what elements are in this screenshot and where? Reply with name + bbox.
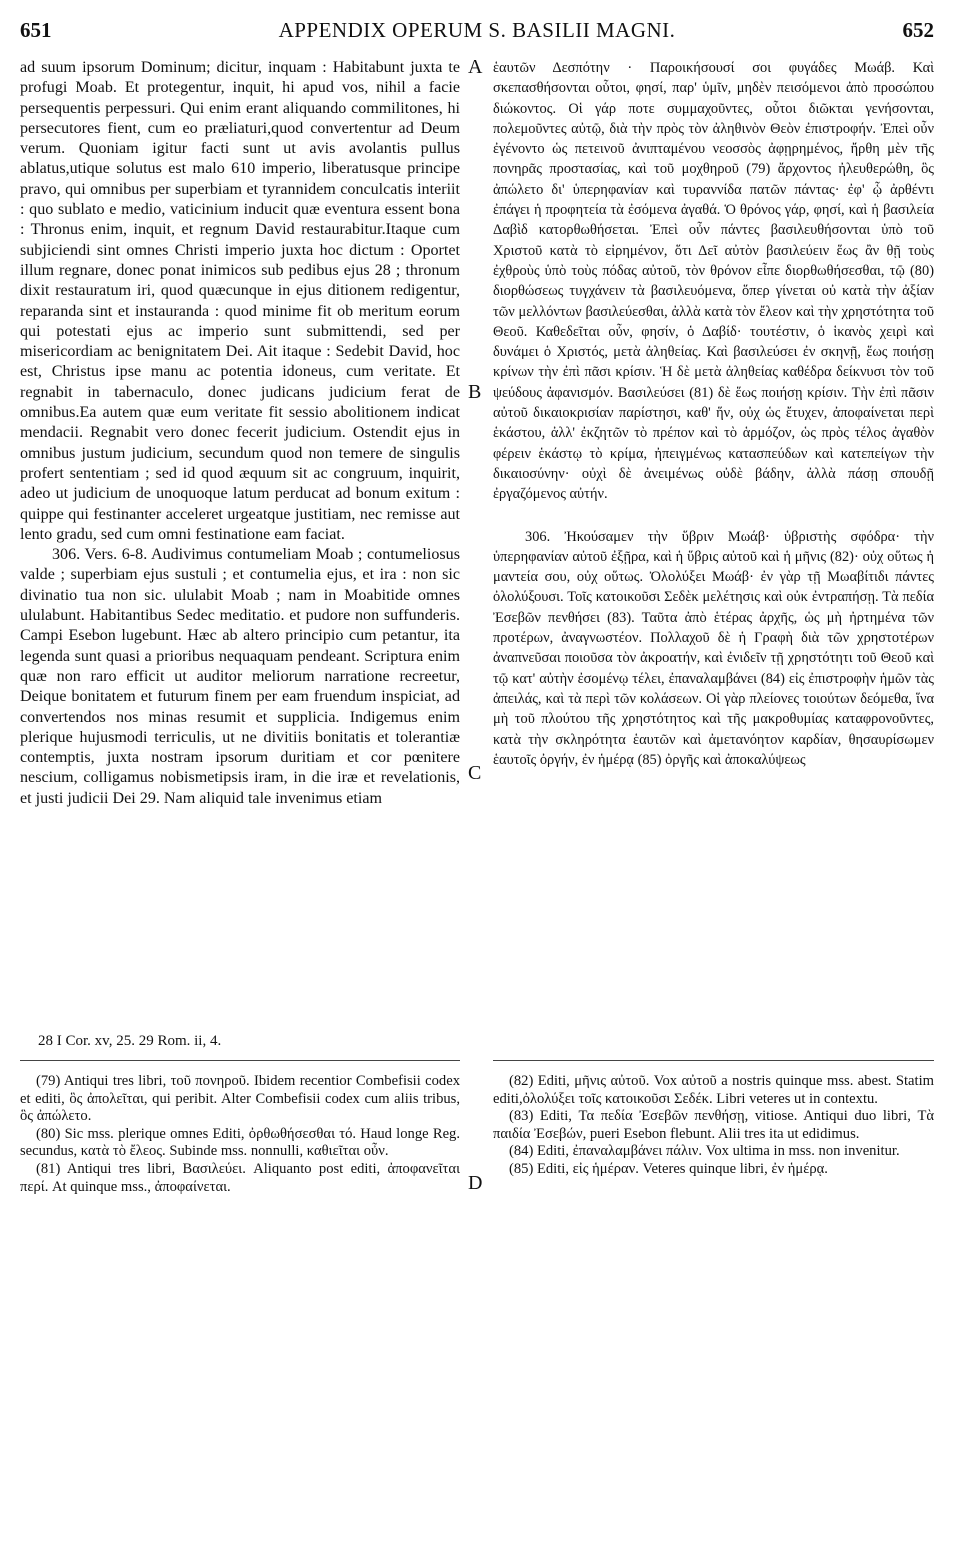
footnote: (81) Antiqui tres libri, Βασιλεύει. Aliquanto post editi, ἀποφανεῖται περί. At quinque mss., ἀποφαίνεται. xyxy=(20,1160,460,1195)
footnote: (80) Sic mss. plerique omnes Editi, ὀρθωθήσεσθαι τό. Haud longe Reg. secundus, κατὰ τὸ ἔλεος. Subinde mss. nonnulli, καθιεῖται οὖν. xyxy=(20,1125,460,1160)
scripture-references: 28 I Cor. xv, 25. 29 Rom. ii, 4. xyxy=(38,1033,222,1049)
running-title: APPENDIX OPERUM S. BASILII MAGNI. xyxy=(278,18,676,42)
notes-divider-left xyxy=(20,1060,460,1061)
page-number-left: 651 xyxy=(20,18,52,42)
greek-paragraph: 306. Ἠκούσαμεν τὴν ὕβριν Μωάβ· ὑβριστὴς σφόδρα· τὴν ὑπερηφανίαν αὐτοῦ ἐξῇρα, καὶ ἡ ὕβρις αὐτοῦ καὶ ἡ μῆνις (82)· οὐχ οὕτως ἡ μαντεία σου, οὐχ οὕτως. Ὀλολύξει Μωάβ· ἐν γὰρ τῇ Μωαβίτιδι πάντες ὀλολύξουσι. Τοῖς κατοικοῦσι Σεδὲκ μελέτησις καὶ οὐκ ἐντραπήσῃ. Τὰ πεδία Ἐσεβῶν πενθήσει (83). Ταῦτα ἀπὸ ἑτέρας ἀρχῆς, ὡς μὴ ἠρτημένα τῶν προτέρων, ἀναγνωστέον. Πολλαχοῦ δὲ ἡ Γραφὴ διὰ τῶν χρηστοτέρων ἀναπνεῦσαι ποιοῦσα τὸν ἀκροατήν, καὶ ἐνιδεῖν τῇ χρηστότητι τοῦ Θεοῦ καὶ τῷ κατ' αὐτὴν ἐσομένῳ τέλει, ἐπαναλαμβάνει (84) εἰς ἐπιστροφὴν ἡμῶν τὰς ἀπειλάς, καὶ τὰ περὶ τῶν κολάσεων. Οἱ γὰρ πλείονες τοιούτων δεόμεθα, ἵνα μὴ τοῦ πλούτου τῆς χρηστότητος καὶ τῆς μακροθυμίας καταφρονοῦντες, κατὰ τὴν σκληρότητα ἑαυτῶν καὶ ἀμετανόητον καρδίαν, θησαυρίσωμεν ἑαυτοῖς ὀργήν, ἐν ἡμέρᾳ (85) ὀργῆς καὶ ἀποκαλύψεως xyxy=(493,528,934,768)
page-number-right: 652 xyxy=(902,18,934,42)
footnote: (84) Editi, ἐπαναλαμβάνει πάλιν. Vox ultima in mss. non invenitur. xyxy=(509,1143,900,1160)
footnote: (79) Antiqui tres libri, τοῦ πονηροῦ. Ibidem recentior Combefisii codex et editi, ὃς ἀπολεῖται, qui peribit. Alter Combefisii codex cum aliis tribus, ὃς ἀπώλετο. xyxy=(20,1073,460,1125)
footnote: (83) Editi, Τα πεδία Ἐσεβῶν πενθήσῃ, vitiose. Antiqui duo libri, Τὰ παιδία Ἐσεβών, pueri Esebon flebunt. Alii tres ita ut edidimus. xyxy=(493,1108,934,1142)
footnote: (82) Editi, μῆνις αὐτοῦ. Vox αὐτοῦ a nostris quinque mss. abest. Statim editi,ὀλολύξει τοῖς κατοικοῦσι Σεδέκ. Libri veteres ut in contextu. xyxy=(493,1073,934,1107)
notes-divider-right xyxy=(493,1060,934,1061)
section-letter-d: D xyxy=(468,1172,483,1194)
greek-column xyxy=(493,58,934,958)
section-letter-a: A xyxy=(468,56,483,78)
footnote: (85) Editi, εἰς ἡμέραν. Veteres quinque libri, ἐν ἡμέρᾳ. xyxy=(509,1160,828,1177)
section-letter-c: C xyxy=(468,762,482,784)
latin-paragraph: ad suum ipsorum Dominum; dicitur, inquam : Habitabunt juxta te profugi Moab. Et protegentur, inquit, hi apud vos, nihil a facie persequentis perpessuri. Qui enim erant aliquando commilitones, hi persecutores fient, cum eo præliaturi,quod convertentur ad Deum verum. Quoniam igitur facti sunt ut avis avolantis pullus ablatus,utique solutus est malo 610 imperio, liberatusque principe pravo, qui omnibus per superbiam et tyrannidem conculcatis interiit : quo sublato e medio, vaticinium inducit quæ eventura essent bona : Thronus enim, inquit, et regnum David restaurabitur.Itaque cum subjiciendi sint omnes Christi imperio juxta hoc dictum : Oportet illum regnare, donec ponat inimicos sub pedibus ejus 28 ; thronum dixit restauratum iri, quod quæcunque in ejus ditionem redigentur, reparanda sint et instauranda : quod minime fit ob meritum eorum qui potestati ejus ac imperio sunt submittendi, sed per misericordiam ac benignitatem Dei. Ait itaque : Sedebit David, hoc est, Christus ipse manu ac potentia idoneus, cum veritate. Et regnabit in tabernaculo, donec judicans judicium ferat de omnibus.Ea autem quæ eum veritate fit sessio abolitionem indicat mendacii. Regnabit vero donec fecerit judicium. Ostendit ejus in omnibus justum judicium, secundum quod non temere de singulis profert sententiam ; sed id quod æquum sit ac congruum, inquirit, adeo ut judicium de unoquoque latum perducat ad bonum exitum : quippe qui festinanter acceleret urgeatque justitiam, nec remisse aut lento gradu, sed cum omni festinatione eam faciat. xyxy=(20,59,460,543)
notes-right-column xyxy=(493,1073,934,1493)
latin-paragraph: 306. Vers. 6-8. Audivimus contumeliam Moab ; contumeliosus valde ; superbiam ejus sustuli ; et contumelia ejus, et ira : non sic divinatio tua non sic. ululabit Moab ; nam in Moabitide omnes ululabunt. Habitantibus Sedec meditatio. et pudore non suffunderis. Campi Esebon lugebunt. Hæc ab altero principio cum petantur, ita legenda sunt quasi a prioribus nequaquam pendeant. Scriptura enim quæ non raro efficit ut auditor meliorum narratione recreetur, Deique bonitatem et futurum finem per eam fruendum inspiciat, ad convertendos nos minas resumit et supplicia. Indigemus enim plerique hujusmodi terriculis, ut ne divitiis bonitatis et tolerantiæ contemptis, juxta nostram ipsorum duritiam et cor pœnitere nescium, colligamus nobismetipsis iram, in die iræ et revelationis, et justi judicii Dei 29. Nam aliquid tale invenimus etiam xyxy=(20,546,460,807)
greek-paragraph: ἑαυτῶν Δεσπότην · Παροικήσουσί σοι φυγάδες Μωάβ. Καὶ σκεπασθήσονται οὗτοι, φησί, παρ' ὑμῖν, μηδὲν πεισόμενοι ἀπὸ προσώπου διώκοντος. Οἱ γάρ ποτε συμμαχοῦντες, οὗτοι διῶκται γενήσονται, πολεμοῦντες αὐτῷ, διὰ τὴν πρὸς τὸν ἀληθινὸν Θεὸν ἐπιστροφήν. Ἐπεὶ οὖν ἐγένοντο ὡς πετεινοῦ ἀνιπταμένου νεοσσὸς ἀφῃρημένος, ἤρθη μὲν τῆς πονηρᾶς προστασίας, καὶ τοῦ μοχθηροῦ (79) ἄρχοντος ἠλευθερώθη, ὃς ἀπώλετο δι' ὑπερηφανίαν καὶ τυραννίδα πατῶν πάντας· ἐφ' ᾧ ἀρθέντι ἐπάγει ἡ προφητεία τὰ ἐσόμενα ἀγαθά. Ὁ θρόνος γάρ, φησί, καὶ ἡ βασιλεία Δαβὶδ κατορθωθήσεται. Ἐπεὶ οὖν πάντες βασιλευθήσονται ὑπὸ τοῦ Χριστοῦ κατὰ τὸ εἰρημένον, ὅτι Δεῖ αὐτὸν βασιλεύειν ἕως ἂν θῇ τοὺς ἐχθροὺς ὑπὸ τοὺς πόδας αὐτοῦ, τὸν θρόνον εἶπε διορθωθήσεσθαι, τῷ (80) διορθώσεως τυγχάνειν τὰ βασιλευόμενα, ὅπερ γίνεται οὐ κατὰ τὴν ἀξίαν τῶν μελλόντων βασιλεύεσθαι, ἀλλὰ κατὰ τὸν ἔλεον καὶ τὴν χρηστότητα τοῦ Θεοῦ. Καθεδεῖται οὖν, φησίν, ὁ Δαβίδ· τουτέστιν, ὁ ἱκανὸς χειρὶ καὶ δυνάμει ὁ Χριστός, μετὰ ἀληθείας. Καὶ βασιλεύσει ἐν σκηνῇ, ἕως ποιήσῃ κρίνων τὴν ἐπὶ πᾶσι κρίσιν. Ἡ δὲ μετὰ ἀληθείας καθέδρα δείκνυσι τὸν τοῦ ψεύδους ἀφανισμόν. Βασιλεύσει (81) δὲ ἕως ποιήσῃ κρίσιν. Τὴν ἐπὶ πᾶσιν αὐτοῦ δικαιοκρισίαν παρίστησι, καθ' ἥν, οὐχ ὡς ἔτυχεν, ἀποφαίνεται περὶ ἑκάστου, ἀλλ' ἐκζητῶν τὸ πρέπον καὶ τὸ ἁρμόζον, ὡς πρὸς τέλος ἀγαθὸν φέρειν ἑκάστῳ τὸ κρίμα, ἠπειγμένως κατασπεύδων καὶ κατεπείγων τὴν δικαιοσύνην· οὐχὶ δὲ ἀνειμένως οὐδὲ βάδην, ἀλλὰ πάσῃ σπουδῇ ἐργαζόμενος αὐτήν. xyxy=(493,60,934,503)
section-letter-b: B xyxy=(468,381,482,403)
notes-left-column xyxy=(20,1073,460,1493)
latin-column xyxy=(20,58,460,958)
page-header xyxy=(20,18,934,48)
